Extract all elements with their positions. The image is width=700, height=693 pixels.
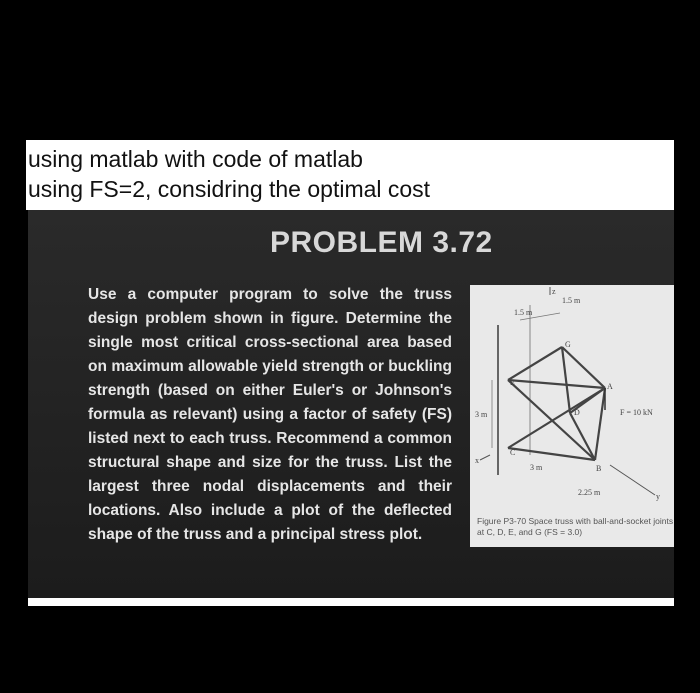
y-axis [610,465,655,495]
problem-statement: Use a computer program to solve the truss design problem shown in figure. Determine the single most critical cross-sectional area based on maximum allowable yield strength or buckling strength (based on either Euler's or Johnson's formula as relevant) using a factor of safety (FS) listed next to each truss. Recommend a common structural shape and size for the truss. List the largest three nodal displacements and their locations. Also include a plot of the deflected shape of the truss and a principal stress plot. [88,286,452,543]
node-a: A [607,382,613,391]
problem-title: PROBLEM 3.72 [270,226,493,259]
dim-label-2: 1.5 m [562,296,581,305]
truss-members [508,347,605,460]
bottom-strip [28,598,674,606]
node-d: D [574,408,580,417]
node-g: G [565,340,571,349]
dim-label-5: 2.25 m [578,488,601,497]
node-b: B [596,464,602,473]
question-note [26,140,674,210]
node-c: C [510,448,516,457]
axis-y-label: y [656,492,660,501]
dim-label-1: 1.5 m [514,308,533,317]
note-line-2: using FS=2, considring the optimal cost [28,176,431,202]
dim-label-4: 3 m [530,463,543,472]
note-line-1: using matlab with code of matlab [28,146,363,172]
truss-diagram [470,285,674,547]
node-e: E [510,378,515,387]
force-label: F = 10 kN [620,408,653,417]
truss-figure [470,285,674,547]
axis-x-label: x [475,456,479,465]
x-axis [480,455,490,460]
dim-label-3: 3 m [475,410,488,419]
figure-caption: Figure P3-70 Space truss with ball-and-socket joints at C, D, E, and G (FS = 3.0) [477,516,674,537]
axis-z-label: z [552,287,556,296]
